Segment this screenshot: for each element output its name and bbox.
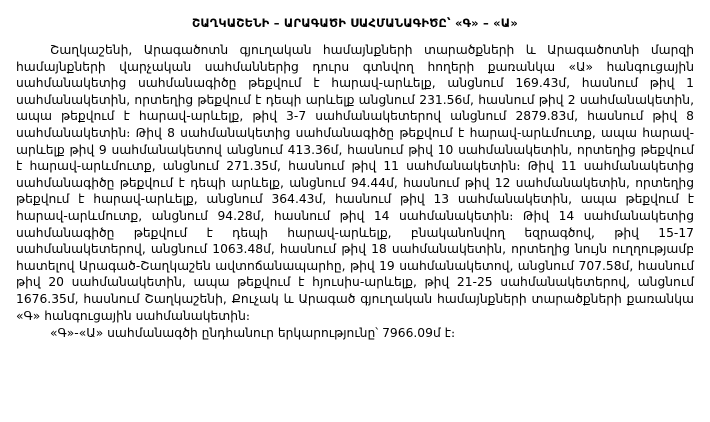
paragraph: «Գ»-«Ա» սահմանագծի ընդհանուր երկարությունը՝ 7966.09մ է։	[50, 326, 456, 341]
page-title: ՇԱՂԿԱՇԵՆԻ – ԱՐԱԳԱԾԻ ՍԱՀՄԱՆԱԳԻԾԸ՝ «Գ» – «Ա»	[192, 16, 518, 30]
paragraph: Շաղկաշենի, Արագածոտն գյուղական համայնքների տարածքների և Արագածոտնի մարզի համայնքների վարչական սահմաններից դուրս գտնվող հողերի քառանկա «Ա» հանգուցային սահմանակետից սահմանագիծը թեքվում է հարավ-արևելք, անցնում 169.43մ, հասնում թիվ 1 սահմանակետին, որտեղից թեքվում է դեպի արևելք անցնում 231.56մ, հասնում թիվ 2 սահմանակետին, ապա թեքվում է հարավ-արևելք, թիվ 3-7 սահմանակետերով անցնում 2879.83մ, հասնում թիվ 8 սահմանակետին։ Թիվ 8 սահմանակետից սահմանագիծը թեքվում է հարավ-արևմուտք, ապա հարավ-արևելք թիվ 9 սահմանակետով անցնում 413.36մ, հասնում թիվ 10 սահմանակետին, որտեղից թեքվում է հարավ-արևմուտք, անցնում 271.35մ, հասնում թիվ 11 սահմանակետին։ Թիվ 11 սահմանակետից սահմանագիծը թեքվում է դեպի արևելք, անցնում 94.44մ, հասնում թիվ 12 սահմանակետին, որտեղից թեքվում է հարավ-արևելք, անցնում 364.43մ, հասնում թիվ 13 սահմանակետին, ապա թեքվում է հարավ-արևմուտք, անցնում 94.28մ, հասնում թիվ 14 սահմանակետին։ Թիվ 14 սահմանակետից սահմանագիծը թեքվում է դեպի հարավ-արևելք, բնականոնվող եզրագծով, թիվ 15-17 սահմանակետերով, անցնում 1063.48մ, հասնում թիվ 18 սահմանակետին, որտեղից նույն ուղղությամբ հատելով Արագած-Շաղկաշեն ավտոճանապարհը, թիվ 19 սահմանակետով, անցնում 707.58մ, հասնում թիվ 20 սահմանակետին, ապա թեքվում է հյուսիս-արևելք, թիվ 21-25 սահմանակետերով, անցնում 1676.35մ, հասնում Շաղկաշենի, Քուչակ և Արագած գյուղական համայնքների տարածքների քառանկա «Գ» հանգուցային սահմանակետին։	[16, 43, 694, 323]
document-body	[16, 42, 694, 342]
